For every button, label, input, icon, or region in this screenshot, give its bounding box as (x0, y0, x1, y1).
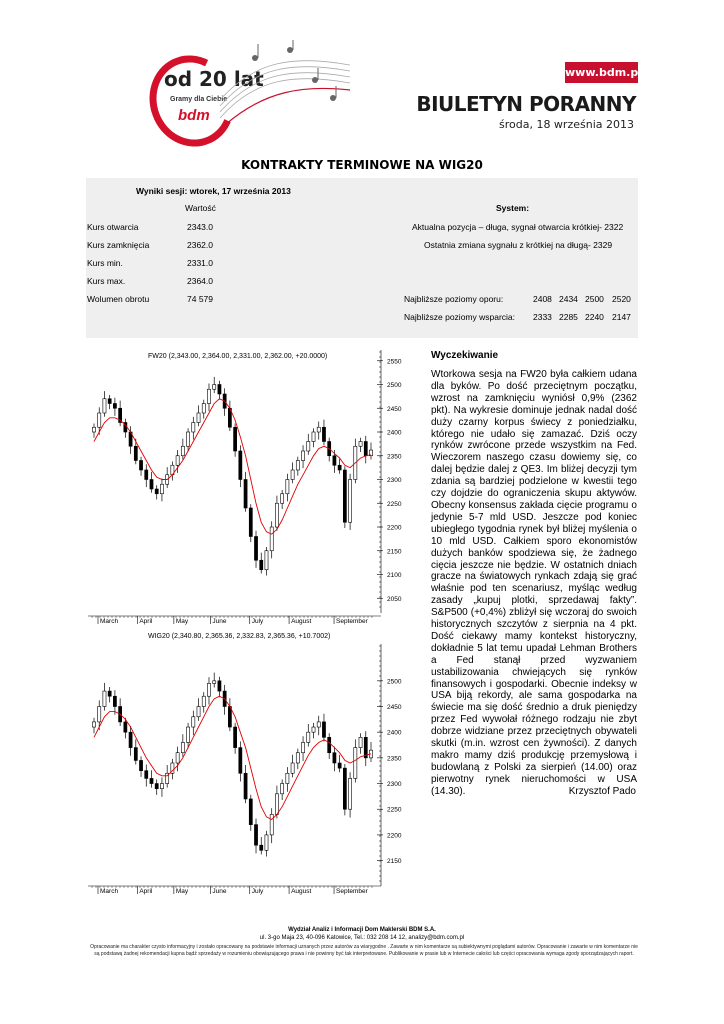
y-tick-label: 2350 (387, 453, 402, 461)
x-tick-label: March (100, 618, 119, 625)
y-tick-label: 2300 (387, 781, 402, 789)
candle-body (124, 722, 127, 732)
candle-body (322, 722, 325, 737)
support-level-4: 2147 (612, 312, 631, 322)
candle-body (338, 465, 341, 470)
support-level-2: 2285 (559, 312, 578, 322)
moving-average-line (94, 399, 371, 534)
row-label-close: Kurs zamknięcia (87, 240, 150, 250)
x-tick-label: July (251, 888, 264, 895)
website-url[interactable]: www.bdm.pl (565, 62, 638, 83)
system-heading: System: (496, 203, 530, 213)
candle-body (349, 480, 352, 523)
candle-body (254, 825, 257, 846)
x-tick-label: September (336, 618, 368, 625)
candle-body (92, 427, 95, 432)
footer-address: ul. 3-go Maja 23, 40-096 Katowice, Tel.: 032 208 14 12, analizy@bdm.com.pl (259, 935, 465, 941)
candle-body (197, 413, 200, 423)
candle-body (239, 748, 242, 774)
y-tick-label: 2200 (387, 524, 402, 532)
article-author: Krzysztof Pado (568, 786, 636, 797)
row-label-min: Kurs min. (87, 258, 123, 268)
candle-body (244, 773, 247, 799)
publication-date: środa, 18 września 2013 (498, 118, 634, 131)
logo-brand: bdm (178, 107, 210, 124)
candle-body (333, 456, 336, 466)
y-tick-label: 2450 (387, 405, 402, 413)
candle-body (343, 470, 346, 522)
resistance-level-1: 2408 (533, 294, 552, 304)
support-label: Najbliższe poziomy wsparcia: (404, 312, 516, 322)
support-level-3: 2240 (585, 312, 604, 322)
candle-body (98, 413, 101, 427)
resistance-level-3: 2500 (585, 294, 604, 304)
row-label-max: Kurs max. (87, 276, 126, 286)
system-position: Aktualna pozycja – długa, sygnał otwarcia krótkiej- 2322 (412, 222, 624, 232)
candle-body (150, 778, 153, 783)
candle-body (312, 727, 315, 732)
candle-body (176, 456, 179, 466)
candle-body (218, 681, 221, 691)
candle-body (145, 470, 148, 480)
x-tick-label: March (100, 888, 119, 895)
x-tick-label: August (291, 888, 312, 895)
chart-title: WIG20 (2,340.80, 2,365.36, 2,332.83, 2,365.36, +10.7002) (148, 633, 331, 640)
row-value-close: 2362.0 (187, 240, 213, 250)
candle-body (317, 427, 320, 432)
system-last-change: Ostatnia zmiana sygnału z krótkiej na długą- 2329 (424, 240, 613, 250)
logo-anniversary-text: od 20 lat (164, 67, 264, 91)
row-value-min: 2331.0 (187, 258, 213, 268)
candle-body (249, 799, 252, 825)
y-tick-label: 2500 (387, 678, 402, 686)
candle-body (197, 707, 200, 717)
candle-body (113, 696, 116, 706)
candle-body (270, 527, 273, 551)
y-tick-label: 2050 (387, 595, 402, 603)
candle-body (207, 683, 210, 696)
candle-body (192, 423, 195, 433)
candle-body (134, 748, 137, 761)
candle-body (103, 399, 106, 413)
x-tick-label: April (139, 888, 153, 895)
candle-body (155, 489, 158, 494)
y-tick-label: 2300 (387, 477, 402, 484)
y-tick-label: 2100 (387, 572, 402, 579)
x-tick-label: April (139, 618, 153, 625)
candle-body (239, 451, 242, 480)
x-tick-label: June (212, 618, 227, 625)
article-body: Wtorkowa sesja na FW20 była całkiem udana dla byków. Po dość przeciętnym początku, wzrost na zamknięciu wyniósł 0,9% (2362 pkt). Na wykresie dominuje jednak nadal dość duży czarny korpus świecy z poniedziałku, którego nie udało się zamazać. Dziś oczy rynków zwrócone przede wszystkim na Fed. Wieczorem naszego czasu dowiemy się, co dalej będzie dalej z QE3. Im bliżej decyzji tym zdania są bardziej podzielone w kwestii tego czy dojdzie do ograniczenia skupu aktywów. Obecny konsensus zakłada cięcie programu o jedynie 5-7 mld USD. Jeszcze pod koniec ubiegłego tygodnia rynek był bliżej myślenia o 10 mld USD. Całkiem sporo ekonomistów dużych banków spodziewa się, że żadnego cięcia jeszcze nie będzie. W ostatnich dniach gracze na światowych rynkach zdają się grać właśnie pod ten scenariusz, myśląc według zasady „kupuj plotki, sprzedawaj fakty”. S&P500 (+0,4%) zbliżył się wczoraj do swoich historycznych szczytów z sierpnia na 4 pkt. Dość ciekawy mamy kontekst historyczny, dokładnie 5 lat temu upadał Lehman Brothers a Fed stanął przed wyzwaniem ustabilizowania chwiejących się rynków finansowych i gospodarki. Obecnie indeksy w USA biją rekordy, ale sama gospodarka na świecie ma się dość średnio a druk pieniędzy przez Fed wywołał różnego rodzaju nie zbyt dobrze widziane przez przeciętnych obywateli skutki (m.in. wzrost cen żywności). Z danych makro mamy dziś produkcję przemysłową i budowlaną z Polski za sierpień (14.00) oraz pierwotny rynek nieruchomości w USA (14.30). (431, 369, 637, 797)
candle-body (244, 480, 247, 509)
candle-body (265, 551, 268, 570)
candle-body (218, 385, 221, 395)
candle-body (265, 835, 268, 850)
wig20-candlestick-chart (86, 628, 418, 900)
candle-body (291, 470, 294, 480)
value-column-header: Wartość (185, 203, 216, 213)
y-tick-label: 2400 (387, 429, 402, 437)
candle-body (202, 404, 205, 414)
row-value-max: 2364.0 (187, 276, 213, 286)
y-tick-label: 2500 (387, 382, 402, 389)
resistance-level-2: 2434 (559, 294, 578, 304)
y-tick-label: 2200 (387, 832, 402, 840)
x-tick-label: June (212, 888, 227, 895)
y-tick-label: 2250 (387, 500, 402, 508)
candle-body (286, 480, 289, 494)
resistance-level-4: 2520 (612, 294, 631, 304)
candle-body (343, 768, 346, 809)
candle-body (349, 778, 352, 809)
candle-body (307, 732, 310, 742)
candle-body (296, 753, 299, 763)
candle-body (359, 442, 362, 447)
candle-body (322, 427, 325, 441)
candle-body (234, 427, 237, 451)
candle-body (108, 399, 111, 404)
candle-body (181, 742, 184, 752)
candle-body (213, 385, 216, 390)
page-title: BIULETYN PORANNY (416, 92, 636, 116)
candle-body (338, 763, 341, 768)
candle-body (234, 727, 237, 748)
candle-body (145, 771, 148, 779)
candle-body (275, 794, 278, 815)
candle-body (291, 763, 294, 773)
candle-body (129, 732, 132, 747)
candle-body (113, 404, 116, 409)
session-summary-box (86, 178, 638, 338)
candle-body (260, 845, 263, 850)
row-value-volume: 74 579 (187, 294, 213, 304)
y-tick-label: 2400 (387, 729, 402, 737)
y-tick-label: 2450 (387, 704, 402, 711)
candle-body (317, 722, 320, 727)
article-heading: Wyczekiwanie (431, 350, 499, 361)
y-tick-label: 2150 (387, 858, 402, 866)
logo-tagline: Gramy dla Ciebie (170, 96, 228, 103)
row-value-open: 2343.0 (187, 222, 213, 232)
candle-body (286, 773, 289, 783)
candle-body (281, 784, 284, 794)
candle-body (207, 389, 210, 403)
resistance-label: Najbliższe poziomy oporu: (404, 294, 504, 304)
candle-body (281, 494, 284, 504)
fw20-candlestick-chart (86, 348, 418, 630)
candle-body (213, 681, 216, 684)
footer-company: Wydział Analiz i Informacji Dom Maklerski BDM S.A. (288, 927, 436, 933)
row-label-volume: Wolumen obrotu (87, 294, 150, 304)
y-tick-label: 2250 (387, 806, 402, 814)
x-tick-label: May (175, 888, 189, 895)
y-tick-label: 2550 (387, 358, 402, 366)
candle-body (312, 432, 315, 442)
x-tick-label: May (175, 618, 189, 625)
candle-body (359, 737, 362, 747)
candle-body (187, 727, 190, 742)
support-level-1: 2333 (533, 312, 552, 322)
candle-body (301, 742, 304, 752)
candle-body (155, 784, 158, 789)
candle-body (139, 760, 142, 770)
candle-body (254, 537, 257, 561)
candle-body (92, 722, 95, 727)
candle-body (108, 691, 111, 696)
candle-body (192, 717, 195, 727)
candle-body (354, 748, 357, 779)
footer-disclaimer: Opracowanie ma charakter czysto informacyjny i zostało opracowany na podstawie informacji uznanych przez autorów za wiarygodne . Zawarte w nim komentarze są subiektywnymi poglądami autorów. Opracowanie i zawarte w nim komentarze nie są podstawą żadnej rekomendacji kupna bądź sprzedaży w rozumieniu obowiązującego prawa i nie powinny być tak interpretowane. Publikowanie w prasie lub w Internecie całości lub części opracowania wymaga zgody sporządzających raport. (90, 944, 638, 957)
candle-body (328, 737, 331, 752)
candle-body (103, 691, 106, 706)
candle-body (202, 696, 205, 706)
candle-body (150, 480, 153, 490)
candle-body (301, 451, 304, 461)
candle-body (275, 503, 278, 527)
candle-body (260, 560, 263, 570)
candle-body (364, 442, 367, 456)
candle-body (307, 442, 310, 452)
section-title: KONTRAKTY TERMINOWE NA WIG20 (241, 158, 483, 172)
x-tick-label: September (336, 888, 368, 895)
row-label-open: Kurs otwarcia (87, 222, 139, 232)
candle-body (181, 446, 184, 456)
candle-body (134, 446, 137, 460)
candle-body (270, 814, 273, 835)
candle-body (187, 432, 190, 446)
y-tick-label: 2350 (387, 755, 402, 763)
session-heading: Wyniki sesji: wtorek, 17 września 2013 (136, 186, 291, 196)
x-tick-label: July (251, 618, 264, 625)
x-tick-label: August (291, 618, 312, 625)
music-notes-decoration (215, 40, 355, 140)
candle-body (249, 508, 252, 537)
candle-body (296, 461, 299, 471)
candle-body (139, 461, 142, 471)
candle-body (98, 707, 101, 722)
candle-body (160, 484, 163, 494)
chart-title: FW20 (2,343.00, 2,364.00, 2,331.00, 2,362.00, +20.0000) (148, 353, 328, 360)
candle-body (160, 784, 163, 789)
candle-body (333, 753, 336, 763)
candle-body (176, 753, 179, 763)
y-tick-label: 2150 (387, 548, 402, 556)
